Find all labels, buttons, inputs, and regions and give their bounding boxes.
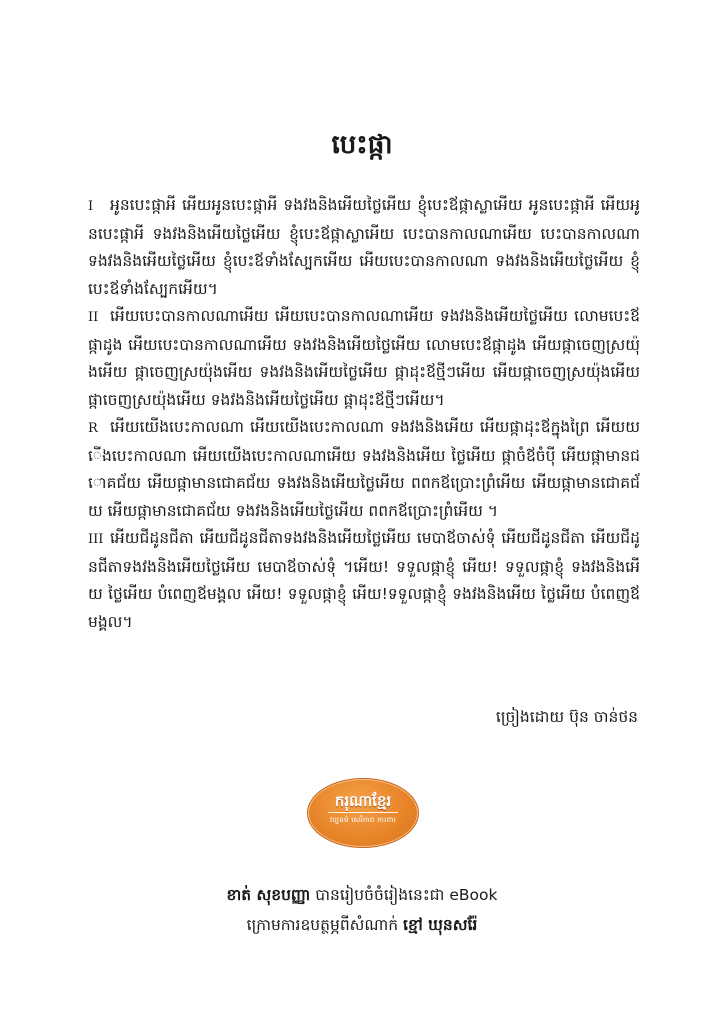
ebook-credits	[0, 880, 724, 940]
song-title: បេះផ្កា	[331, 130, 393, 160]
stanza-1	[88, 192, 640, 303]
stanza-marker: II	[88, 310, 99, 325]
compiler-line	[0, 880, 724, 910]
stanza-marker: R	[88, 421, 98, 436]
compiler-text: បានរៀបចំចំរៀងនេះជា eBook	[315, 886, 498, 904]
stanza-text: អើយបេះបានកាលណាអើយ អើយបេះបានកាលណាអើយ ទងវងនិងអើយថ្លៃអើយ លោមបេះឪផ្កាដូង អើយបេះបានកាលណាអើយ ទងវងនិងអើយថ្លៃអើយ លោមបេះឪផ្កាដូង អើយផ្កាចេញស្រយ៉ុងអើយ ផ្កាចេញស្រយ៉ុងអើយ ទងវងនិងអើយថ្លៃអើយ ផ្កាដុះឪថ្មីៗអើយ អើយផ្កាចេញស្រយ៉ុងអើយ ផ្កាចេញស្រយ៉ុងអើយ ទងវងនិងអើយថ្លៃអើយ ផ្កាដុះឪថ្មីៗអើយ។	[88, 307, 640, 409]
logo-divider	[328, 812, 398, 813]
compiler-name: ខាត់ សុខបញ្ញា	[226, 886, 311, 904]
stanza-chorus	[88, 414, 640, 525]
stanza-text: អូនបេះផ្កាអី អើយអូនបេះផ្កាអី ទងវងនិងអើយថ្លៃអើយ ខ្ញុំបេះឪផ្កាស្លាអើយ អូនបេះផ្កាអី អើយអូនបេះផ្កាអី ទងវងនិងអើយថ្លៃអើយ ខ្ញុំបេះឪផ្កាស្លាអើយ បេះបានកាលណាអើយ បេះបានកាលណា ទងវងនិងអើយថ្លៃអើយ ខ្ញុំបេះឪទាំងស្បែកអើយ អើយបេះបានកាលណា ទងវងនិងអើយថ្លៃអើយ ខ្ញុំបេះឪទាំងស្បែកអើយ។	[88, 196, 640, 298]
stanza-text: អើយជីដូនជីតា អើយជីដូនជីតាទងវងនិងអើយថ្លៃអើយ មេបាឪចាស់ទុំ អើយជីដូនជីតា អើយជីដូនជីតាទងវងនិងអើយថ្លៃអើយ មេបាឪចាស់ទុំ ។អើយ! ទទួលផ្កាខ្ញុំ អើយ! ទទួលផ្កាខ្ញុំ ទងវងនិងអើយ ថ្លៃអើយ បំពេញឪមង្គល អើយ! ទទួលផ្កាខ្ញុំ អើយ!ទទួលផ្កាខ្ញុំ ទងវងនិងអើយ ថ្លៃអើយ បំពេញឪមង្គល។	[88, 529, 640, 631]
sponsor-name: ខ្មៅ ឃុនសរ៉ែ	[403, 916, 478, 934]
sponsor-text: ក្រោមការឧបត្ថម្ភពីសំណាក់	[246, 916, 399, 934]
stanza-2	[88, 303, 640, 414]
stanza-marker: I	[88, 199, 94, 214]
singer-credit: ច្រៀងដោយ ប៊ុន ចាន់ថន	[495, 708, 638, 726]
logo-tagline: វប្បធម៌ សេរីភាព ការពារ	[329, 816, 397, 824]
logo-title: ករុណាខ្មែរ	[334, 792, 392, 810]
sponsor-line	[0, 910, 724, 940]
stanza-text: អើយយើងបេះកាលណា អើយយើងបេះកាលណា ទងវងនិងអើយ អើយផ្កាដុះឪក្នុងព្រៃ អើយយើងបេះកាលណា អើយយើងបេះកាលណាអើយ ទងវងនិងអើយ ថ្លៃអើយ ផ្កាចំឪចំប៉ី អើយផ្កាមានជោគជ័យ អើយផ្កាមានជោគជ័យ ទងវងនិងអើយថ្លៃអើយ ពពកឪប្រោះព្រំអើយ អើយផ្កាមានជោគជ័យ អើយផ្កាមានជោគជ័យ ទងវងនិងអើយថ្លៃអើយ ពពកឪប្រោះព្រំអើយ ។	[88, 418, 640, 520]
publisher-logo	[307, 778, 419, 848]
lyrics-block	[88, 192, 640, 636]
stanza-3	[88, 525, 640, 636]
stanza-marker: III	[88, 532, 104, 547]
